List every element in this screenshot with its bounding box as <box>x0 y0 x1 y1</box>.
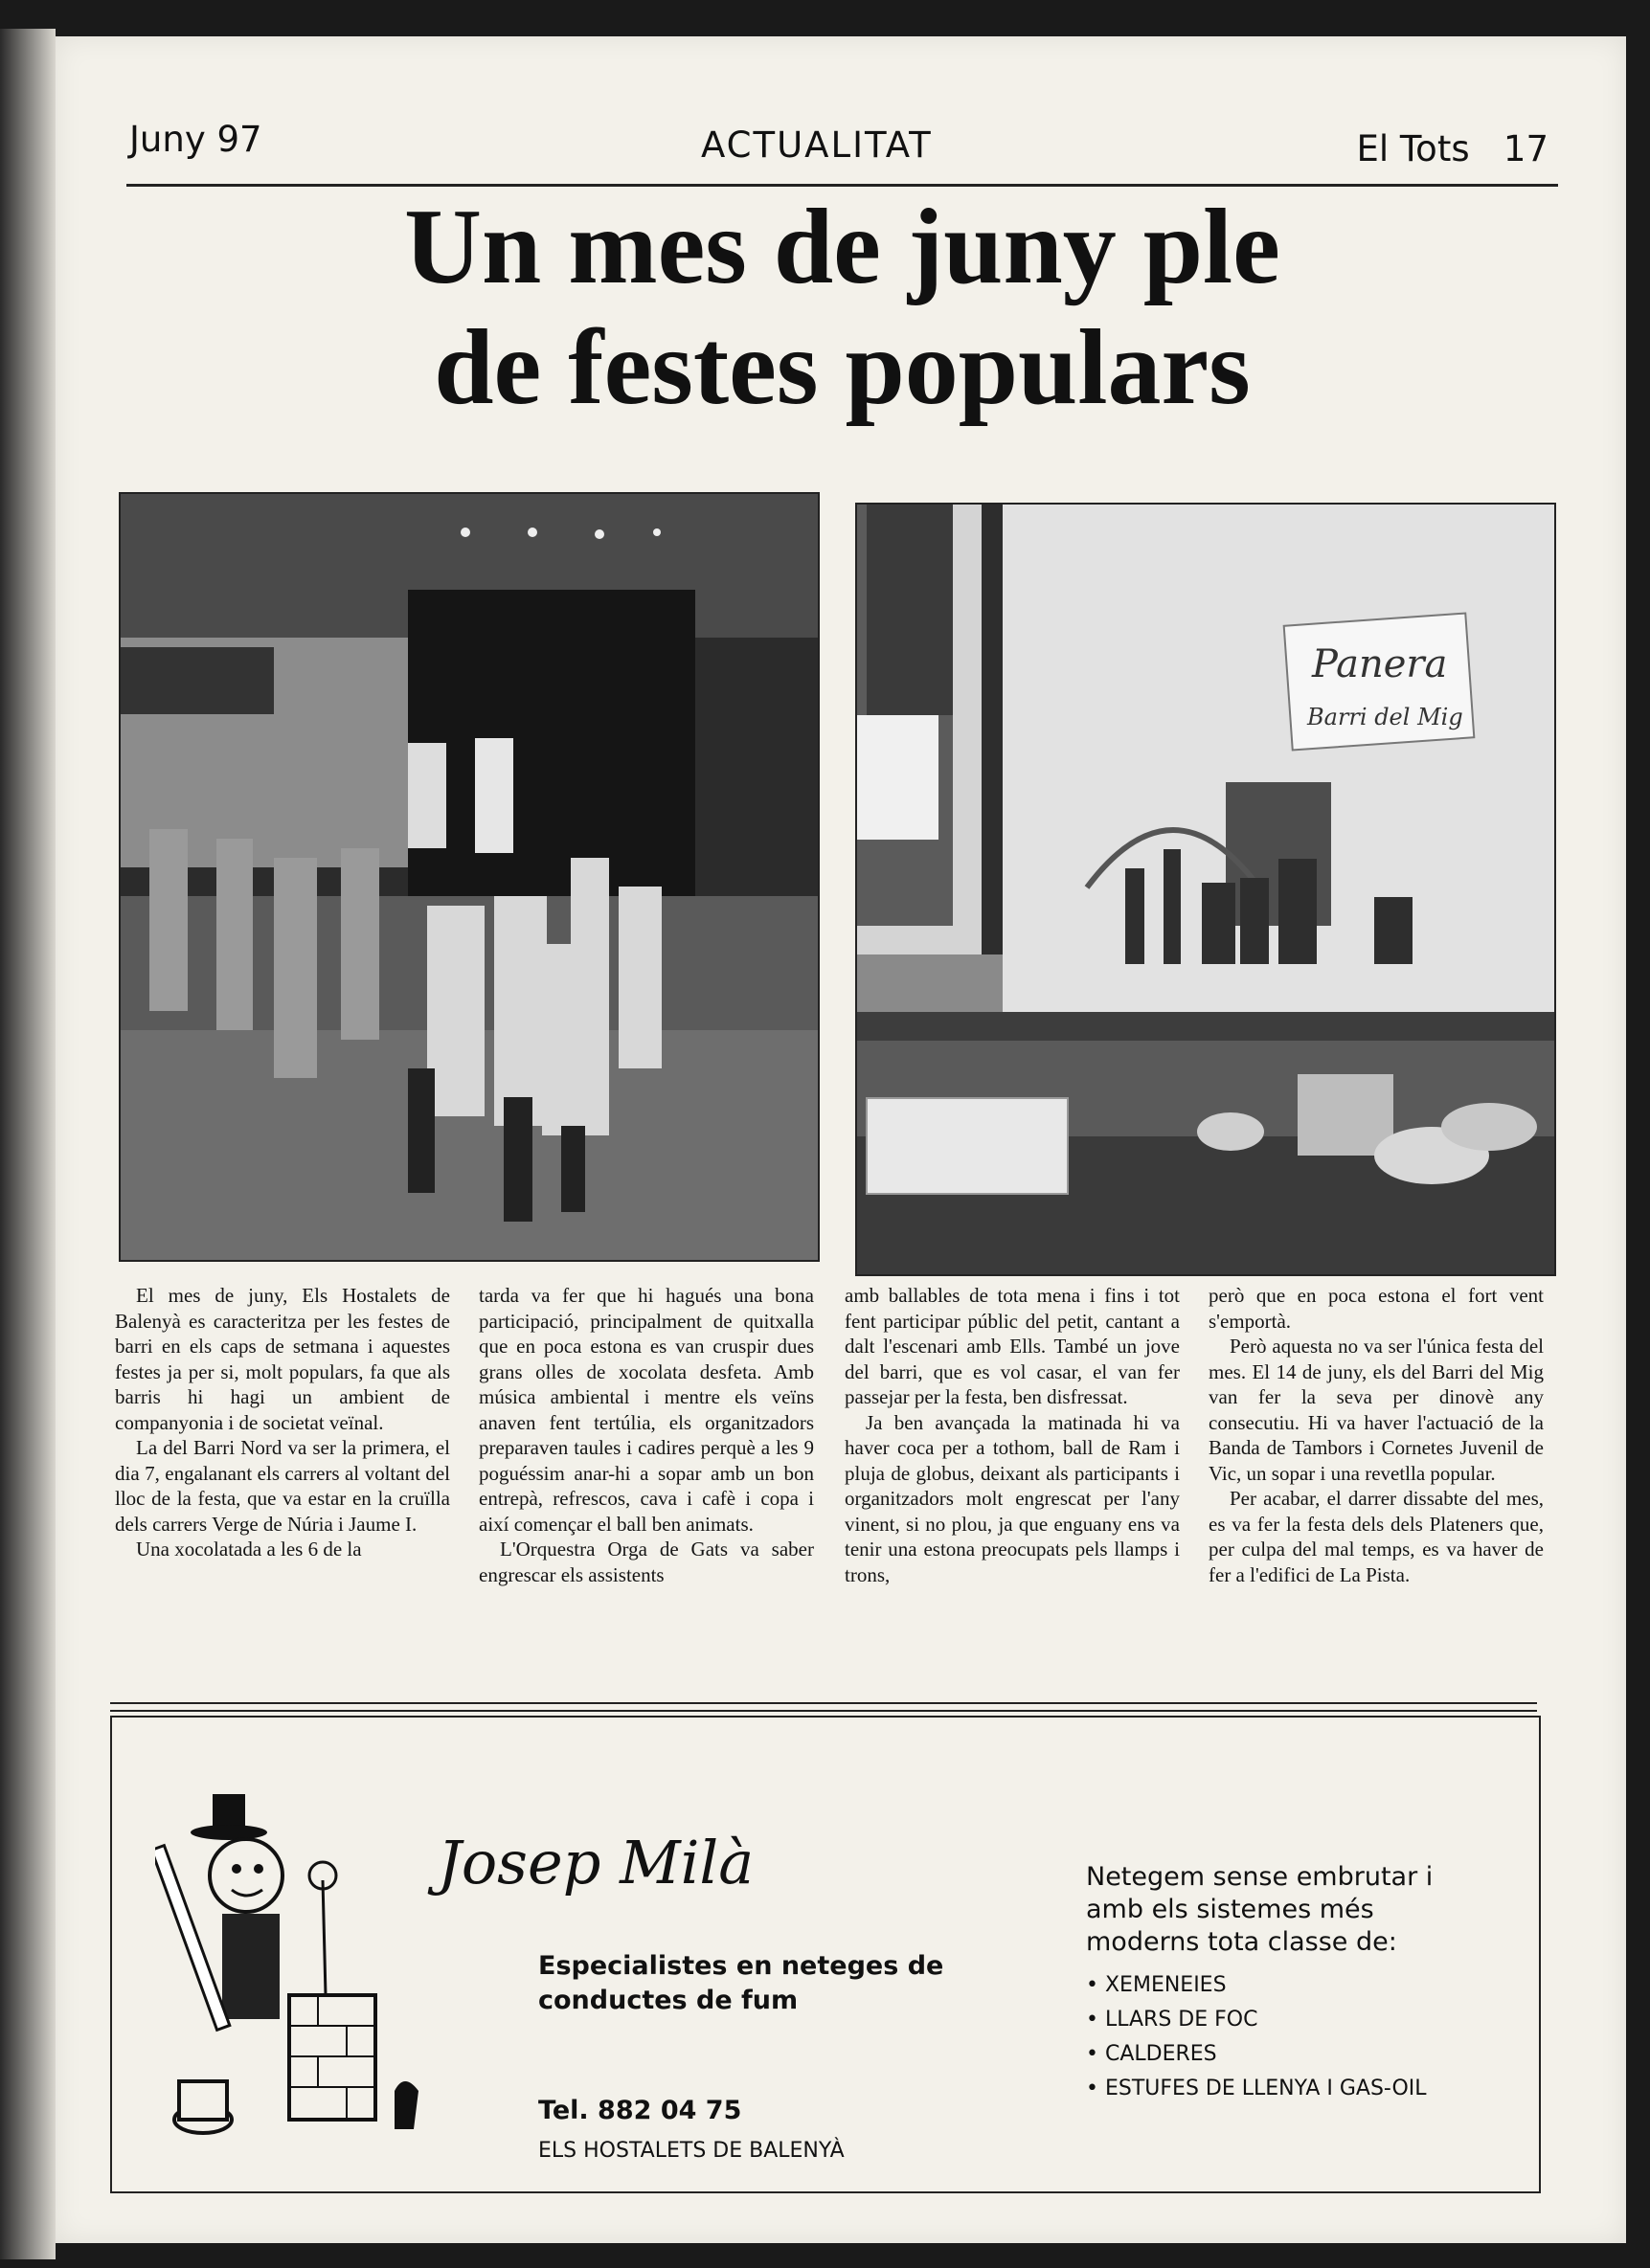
ad-tagline: Especialistes en neteges de conductes de fum <box>538 1951 944 2015</box>
advertisement <box>110 1716 1541 2193</box>
paragraph: Per acabar, el darrer dissabte del mes, es va fer la festa dels dels Plateners que, per culpa del mal temps, es va haver de fer a l'edifici de La Pista. <box>1209 1487 1544 1586</box>
photo-panera-window <box>855 503 1556 1276</box>
ad-services-list <box>1086 1968 1427 2106</box>
chimney-sweep-icon <box>155 1775 433 2177</box>
paragraph: El mes de juny, Els Hostalets de Balenyà es caracteritza per les festes de barri en els caps de setmana i aquestes festes ja per si, molt populars, fa que als barris hi hagi un ambient de companyonia i de societat veïnal. <box>115 1284 450 1434</box>
page-header <box>126 115 1558 187</box>
paragraph: Ja ben avançada la matinada hi va haver coca per a tothom, ball de Ram i pluja de globus, deixant als participants i organitzadors molt engrescat per l'any vinent, si no plou, ja que enguany ens va tenir una estona preocupats pels llamps i trons, <box>845 1410 1180 1586</box>
publication-page <box>1356 128 1548 169</box>
street-dance-illustration <box>121 494 818 1260</box>
paragraph: tarda va fer que hi hagués una bona participació, principalment de quitxalla que en poca estona es van cruspir dues grans olles de xocolata desfeta. Amb música ambiental i mentre els veïns anaven fent tertúlia, els organitzadors preparaven taules i cadires perquè a les 9 poguéssim anar-hi a sopar amb un bon entrepà, refrescos, cava i cafè i copa i així començar el ball ben animats. <box>479 1284 814 1536</box>
article-column-1 <box>115 1283 450 1562</box>
panera-sign: Panera <box>1312 642 1448 686</box>
article-title <box>126 187 1558 428</box>
article-column-2 <box>479 1283 814 1587</box>
service-item: • XEMENEIES <box>1086 1968 1427 2003</box>
service-item: • CALDERES <box>1086 2037 1427 2072</box>
title-line-1: Un mes de juny ple <box>404 188 1280 306</box>
service-item: • LLARS DE FOC <box>1086 2003 1427 2037</box>
article-column-4 <box>1209 1283 1544 1587</box>
article-body <box>115 1283 1547 1685</box>
page-number: 17 <box>1503 128 1548 169</box>
service-item: • ESTUFES DE LLENYA I GAS-OIL <box>1086 2072 1427 2106</box>
ad-intro: Netegem sense embrutar i amb els sistemes més moderns tota classe de: <box>1086 1862 1434 1957</box>
page-gutter <box>0 29 56 2259</box>
ad-town: ELS HOSTALETS DE BALENYÀ <box>538 2139 845 2163</box>
issue-date: Juny 97 <box>129 119 262 160</box>
section-name: ACTUALITAT <box>701 124 933 166</box>
title-line-2: de festes populars <box>434 308 1251 427</box>
photo-street-dance <box>119 492 820 1262</box>
paragraph: Però aquesta no va ser l'única festa del mes. El 14 de juny, els del Barri del Mig van fer la seva per dinovè any consecutiu. Hi va haver l'actuació de la Banda de Tambors i Cornetes Juvenil de Vic, un sopar i una revetlla popular. <box>1209 1335 1544 1485</box>
paragraph: L'Orquestra Orga de Gats va saber engrescar els assistents <box>479 1538 814 1586</box>
article-column-3 <box>845 1283 1180 1587</box>
brand-name: Josep Milà <box>438 1828 755 1897</box>
barri-del-mig-sign: Barri del Mig <box>1307 704 1463 730</box>
ad-phone: Tel. 882 04 75 <box>538 2096 742 2125</box>
paragraph: Una xocolatada a les 6 de la <box>136 1538 362 1561</box>
paragraph: però que en poca estona el fort vent s'emportà. <box>1209 1284 1544 1333</box>
section-divider <box>110 1702 1537 1712</box>
paragraph: amb ballables de tota mena i fins i tot fent participar públic del petit, cantant a dalt l'escenari amb Ells. També un jove del barri, que es vol casar, el van fer passejar per la festa, ben disfressat. <box>845 1284 1180 1408</box>
panera-window-illustration <box>857 505 1554 1274</box>
publication-name: El Tots <box>1356 128 1470 169</box>
paragraph: La del Barri Nord va ser la primera, el dia 7, engalanant els carrers al voltant del lloc de la festa, que va estar en la cruïlla dels carrers Verge de Núria i Jaume I. <box>115 1436 450 1536</box>
